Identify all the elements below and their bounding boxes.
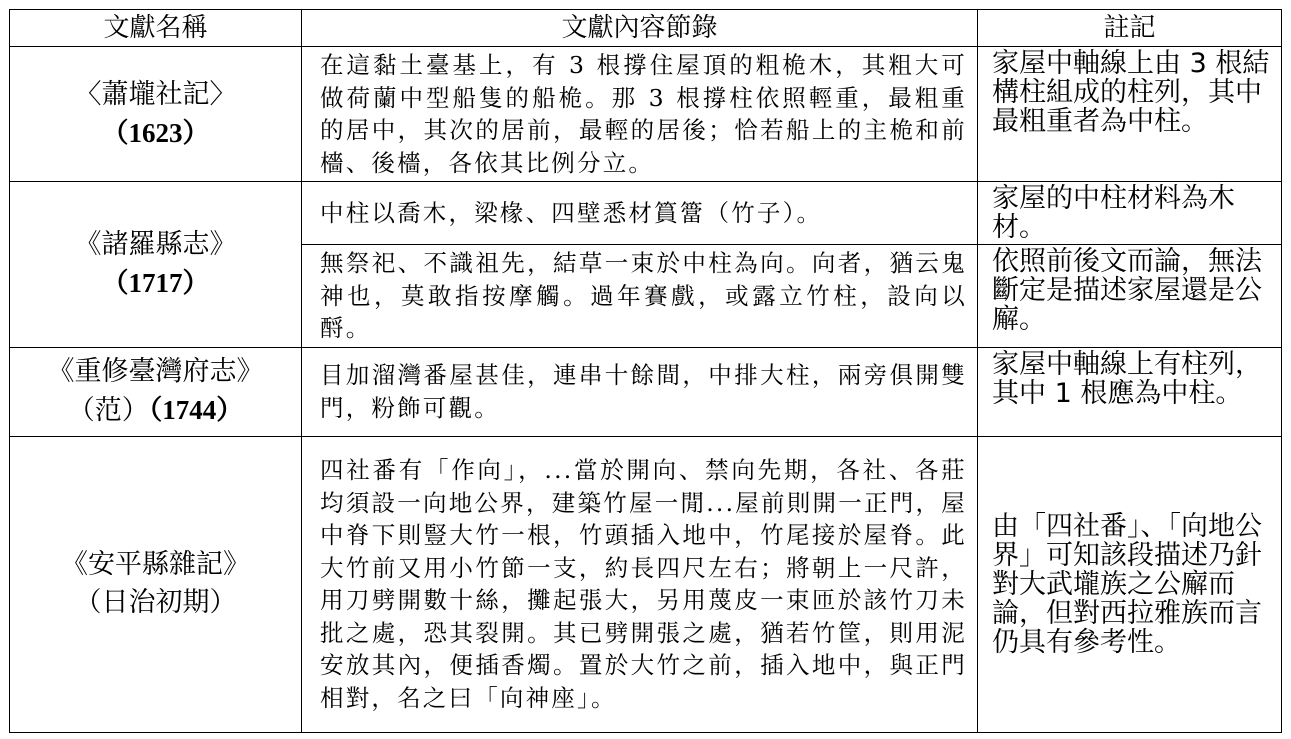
literature-table [9,9,1282,733]
table-row [10,347,1282,436]
table-row [10,436,1282,732]
header-content: 文獻內容節錄 [302,10,978,47]
doc-name-cell [10,182,302,348]
doc-name-cell [10,436,302,732]
doc-title: 《諸羅縣志》 [74,229,237,261]
note-cell: 家屋的中柱材料為木材。 [978,182,1282,245]
doc-title: 《重修臺灣府志》 [47,356,264,387]
excerpt-cell: 無祭祀、不識祖先，結草一束於中柱為向。向者，猶云鬼神也，莫敢指按摩觸。過年賽戲，或露立竹柱，設向以酹。 [302,245,978,348]
excerpt-cell: 中柱以喬木，梁椽、四壁悉材篔簹（竹子）。 [302,182,978,245]
doc-name-cell [10,47,302,182]
note-cell: 由「四社番」、「向地公界」可知該段描述乃針對大武壠族之公廨而論，但對西拉雅族而言仍具有參考性。 [978,436,1282,732]
doc-year: （1744） [148,395,244,425]
doc-title: 〈蕭壠社記〉 [74,79,237,110]
doc-title: 《安平縣雜記》 [61,549,250,580]
doc-year: （1717） [101,268,210,299]
header-name: 文獻名稱 [10,10,302,47]
excerpt-cell: 四社番有「作向」，...當於開向、禁向先期，各社、各莊均須設一向地公界，建築竹屋一閒...屋前則開一正門，屋中脊下則豎大竹一根，竹頭插入地中，竹尾接於屋脊。此大竹前又用小竹節一支，約長四尺左右；將朝上一尺許，用刀劈開數十絲，攤起張大，另用蔑皮一束匝於該竹刀未批之處，恐其裂開。其已劈開張之處，猶若竹筐，則用泥安放其內，便插香燭。置於大竹之前，插入地中，與正門相對，名之曰「向神座」。 [302,436,978,732]
note-cell: 家屋中軸線上由 3 根結構柱組成的柱列，其中最粗重者為中柱。 [978,47,1282,182]
doc-name-cell [10,347,302,436]
table-row [10,47,1282,182]
excerpt-cell: 在這黏土臺基上，有 3 根撐住屋頂的粗桅木，其粗大可做荷蘭中型船隻的船桅。那 3 根撐柱依照輕重，最粗重的居中，其次的居前，最輕的居後；恰若船上的主桅和前檣、後檣，各依其比例分立。 [302,47,978,182]
header-row [10,10,1282,47]
doc-year: （日治初期） [74,587,237,618]
doc-year-prefix: （范） [67,395,149,426]
header-note: 註記 [978,10,1282,47]
table-row [10,182,1282,245]
excerpt-cell: 目加溜灣番屋甚佳，連串十餘間，中排大柱，兩旁俱開雙門，粉飾可觀。 [302,347,978,436]
doc-year: （1623） [101,118,210,148]
note-cell: 依照前後文而論，無法斷定是描述家屋還是公廨。 [978,245,1282,348]
note-cell: 家屋中軸線上有柱列，其中 1 根應為中柱。 [978,347,1282,436]
